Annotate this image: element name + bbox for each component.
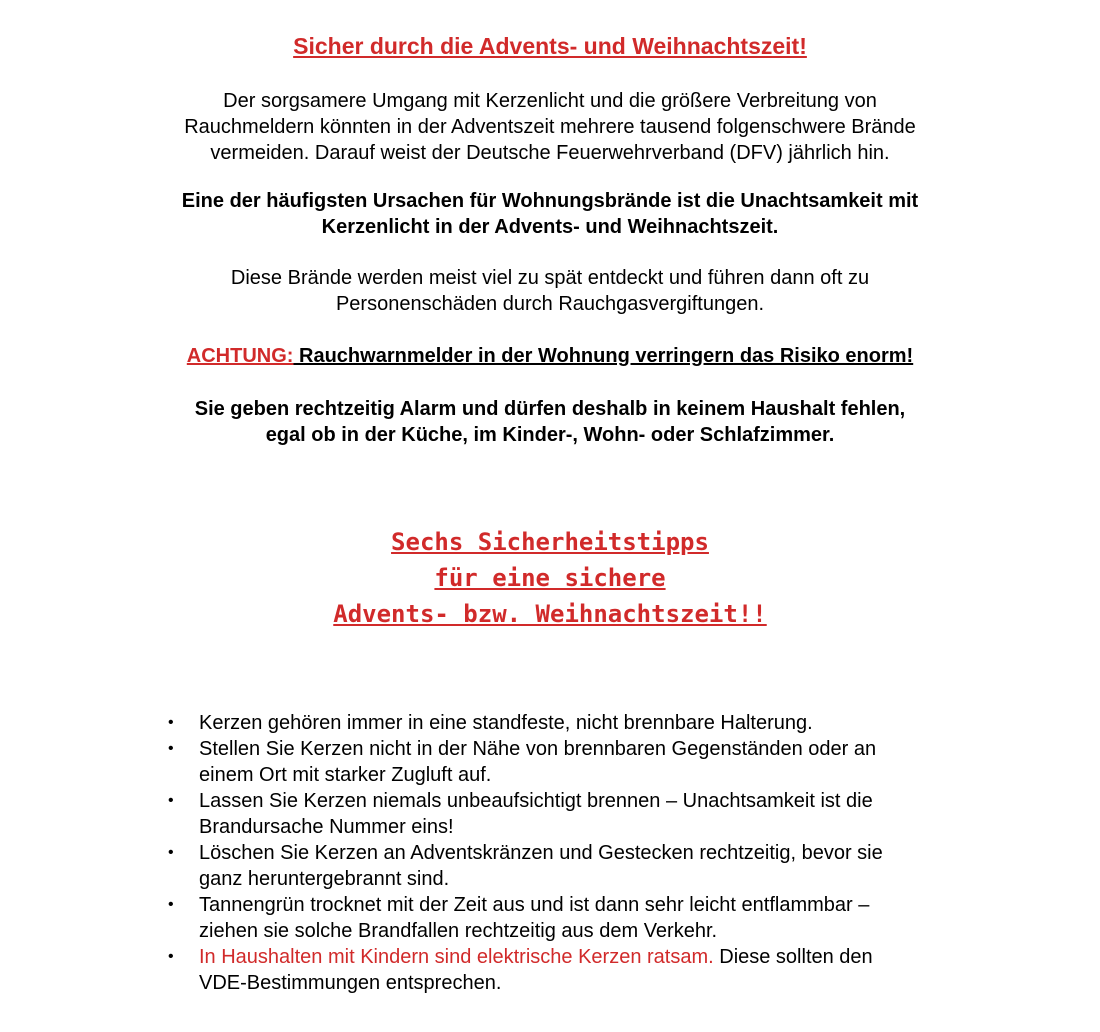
- detection-line: Diese Brände werden meist viel zu spät entdeckt und führen dann oft zu: [230, 267, 870, 289]
- intro-line: Rauchmeldern könnten in der Adventszeit mehrere tausend folgenschwere Brände: [184, 116, 916, 138]
- list-item: [168, 788, 968, 840]
- tip-highlight-text: In Haushalten mit Kindern sind elektrische Kerzen ratsam.: [199, 946, 714, 968]
- tips-heading-line: Advents- bzw. Weihnachtszeit!!: [333, 600, 767, 628]
- bullet-icon: •: [168, 948, 174, 965]
- list-item: [168, 736, 968, 788]
- document-title: Sicher durch die Advents- und Weihnachtszeit!: [293, 33, 807, 59]
- list-item: [168, 840, 968, 892]
- achtung-label: ACHTUNG:: [186, 345, 294, 367]
- cause-line: Kerzenlicht in der Advents- und Weihnachtszeit.: [321, 216, 779, 238]
- tips-list: [168, 710, 968, 996]
- detection-line: Personenschäden durch Rauchgasvergiftungen.: [335, 293, 765, 315]
- tip-line: ziehen sie solche Brandfallen rechtzeitig aus dem Verkehr.: [199, 920, 718, 942]
- list-item: [168, 944, 968, 996]
- tip-line: Tannengrün trocknet mit der Zeit aus und ist dann sehr leicht entflammbar –: [199, 894, 870, 916]
- tips-heading-line: Sechs Sicherheitstipps: [391, 528, 709, 556]
- tips-heading: [0, 524, 1100, 632]
- alarm-line: egal ob in der Küche, im Kinder-, Wohn- oder Schlafzimmer.: [265, 424, 835, 446]
- bullet-icon: •: [168, 896, 174, 913]
- list-item: [168, 892, 968, 944]
- tip-line: [199, 944, 968, 970]
- cause-paragraph: [100, 188, 1000, 240]
- tip-line: VDE-Bestimmungen entsprechen.: [199, 972, 502, 994]
- bullet-icon: •: [168, 792, 174, 809]
- bullet-icon: •: [168, 844, 174, 861]
- list-item: [168, 710, 968, 736]
- bullet-icon: •: [168, 714, 174, 731]
- tip-line: Brandursache Nummer eins!: [199, 816, 454, 838]
- bullet-icon: •: [168, 740, 174, 757]
- tip-line: Kerzen gehören immer in eine standfeste, nicht brennbare Halterung.: [199, 712, 813, 734]
- tip-line: Stellen Sie Kerzen nicht in der Nähe von brennbaren Gegenständen oder an: [199, 738, 877, 760]
- intro-paragraph: [100, 88, 1000, 166]
- detection-paragraph: [100, 265, 1000, 317]
- tips-heading-line: für eine sichere: [434, 564, 666, 592]
- tip-text: Diese sollten den: [713, 946, 873, 968]
- alarm-paragraph: [100, 396, 1000, 448]
- tip-line: ganz heruntergebrannt sind.: [199, 868, 450, 890]
- cause-line: Eine der häufigsten Ursachen für Wohnungsbrände ist die Unachtsamkeit mit: [181, 190, 919, 212]
- intro-line: vermeiden. Darauf weist der Deutsche Feuerwehrverband (DFV) jährlich hin.: [210, 142, 890, 164]
- tip-line: einem Ort mit starker Zugluft auf.: [199, 764, 492, 786]
- alarm-line: Sie geben rechtzeitig Alarm und dürfen deshalb in keinem Haushalt fehlen,: [194, 398, 906, 420]
- tip-line: Löschen Sie Kerzen an Adventskränzen und Gestecken rechtzeitig, bevor sie: [199, 842, 883, 864]
- intro-line: Der sorgsamere Umgang mit Kerzenlicht und die größere Verbreitung von: [223, 90, 877, 112]
- tip-line: Lassen Sie Kerzen niemals unbeaufsichtigt brennen – Unachtsamkeit ist die: [199, 790, 873, 812]
- achtung-text: Rauchwarnmelder in der Wohnung verringern das Risiko enorm!: [293, 345, 914, 367]
- achtung-paragraph: [100, 343, 1000, 369]
